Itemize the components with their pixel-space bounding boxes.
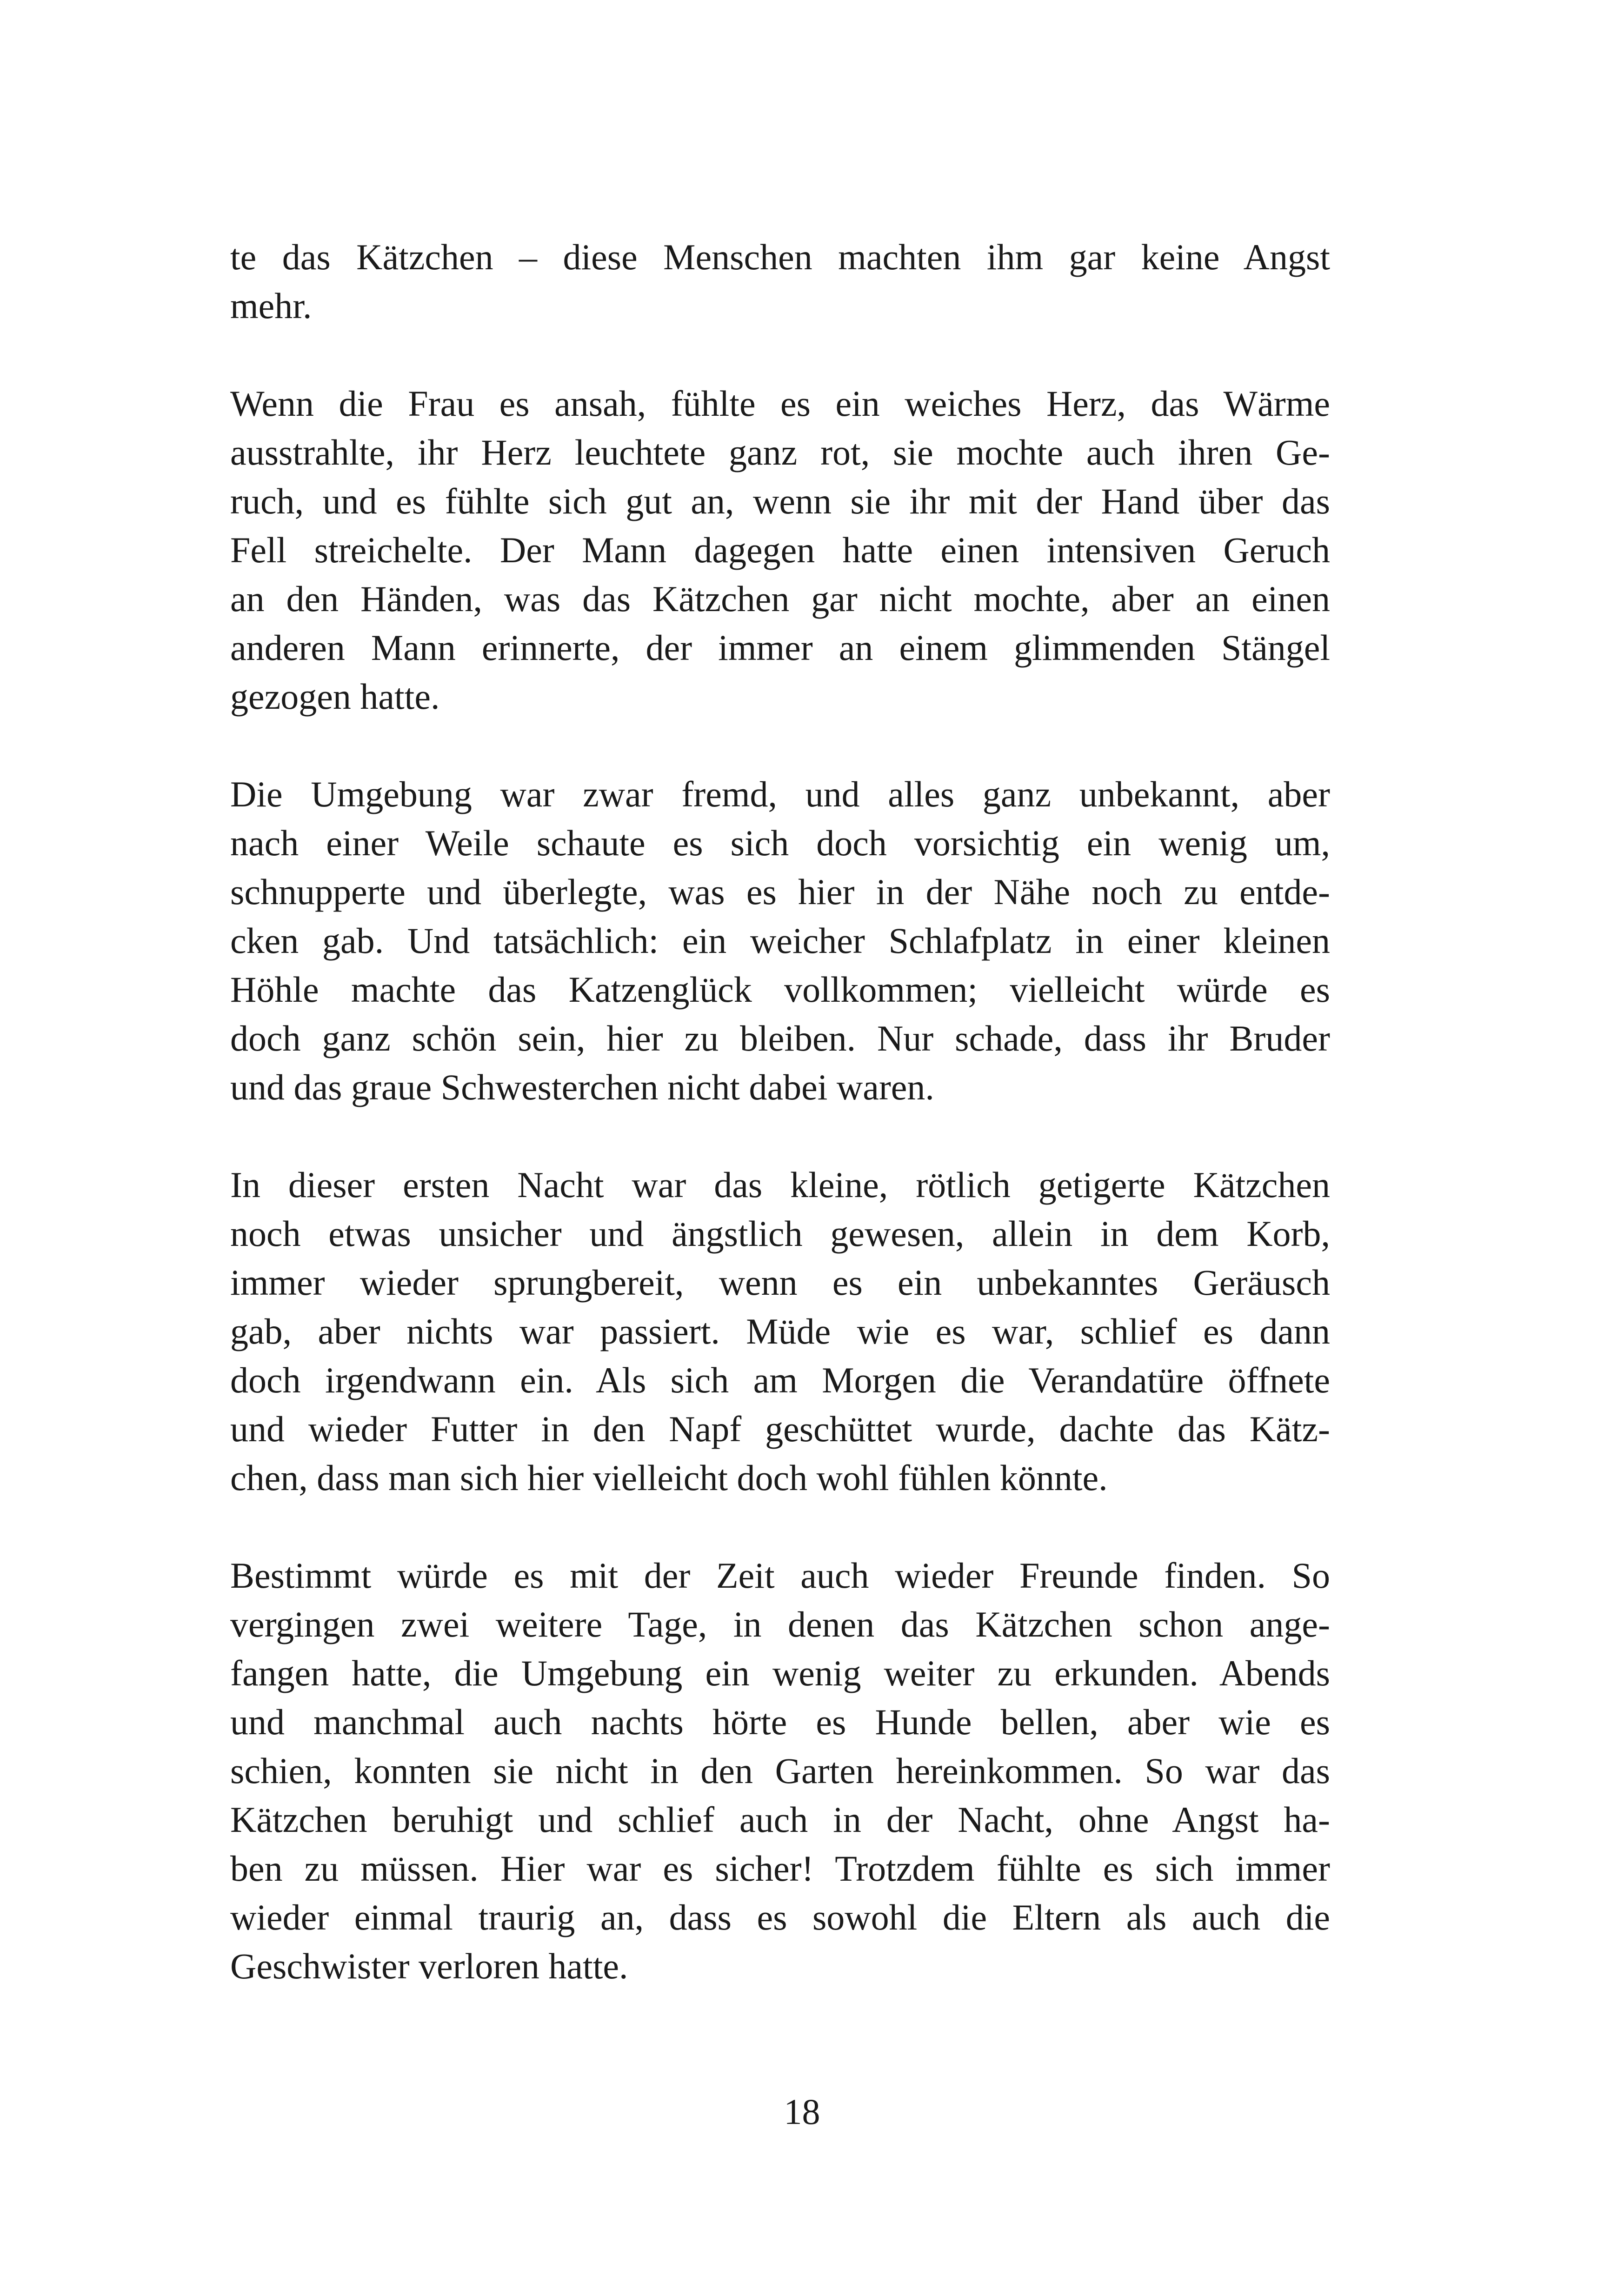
text-line: cken gab. Und tatsächlich: ein weicher Schlafplatz in einer kleinen <box>230 920 1330 961</box>
text-line: und wieder Futter in den Napf geschüttet wurde, dachte das Kätz- <box>230 1409 1330 1449</box>
paragraph <box>230 379 1330 721</box>
text-line: mehr. <box>230 286 312 326</box>
text-line: Höhle machte das Katzenglück vollkommen; vielleicht würde es <box>230 969 1330 1010</box>
text-line: In dieser ersten Nacht war das kleine, rötlich getigerte Kätzchen <box>230 1165 1330 1205</box>
paragraph <box>230 1160 1330 1502</box>
text-line: schnupperte und überlegte, was es hier in der Nähe noch zu entde- <box>230 872 1330 912</box>
text-line: Kätzchen beruhigt und schlief auch in der Nacht, ohne Angst ha- <box>230 1799 1330 1840</box>
text-line: Bestimmt würde es mit der Zeit auch wieder Freunde finden. So <box>230 1555 1330 1596</box>
body-text <box>230 233 1330 2039</box>
text-line: ausstrahlte, ihr Herz leuchtete ganz rot, sie mochte auch ihren Ge- <box>230 432 1330 473</box>
text-line: Fell streichelte. Der Mann dagegen hatte einen intensiven Geruch <box>230 530 1330 570</box>
text-line: fangen hatte, die Umgebung ein wenig weiter zu erkunden. Abends <box>230 1653 1330 1693</box>
text-line: Wenn die Frau es ansah, fühlte es ein weiches Herz, das Wärme <box>230 383 1330 424</box>
text-line: noch etwas unsicher und ängstlich gewesen, allein in dem Korb, <box>230 1213 1330 1254</box>
text-line: schien, konnten sie nicht in den Garten hereinkommen. So war das <box>230 1750 1330 1791</box>
text-line: und manchmal auch nachts hörte es Hunde bellen, aber wie es <box>230 1702 1330 1742</box>
text-line: anderen Mann erinnerte, der immer an einem glimmenden Stängel <box>230 627 1330 668</box>
text-line: gezogen hatte. <box>230 676 440 717</box>
text-line: nach einer Weile schaute es sich doch vorsichtig ein wenig um, <box>230 823 1330 863</box>
text-line: doch irgendwann ein. Als sich am Morgen die Verandatüre öffnete <box>230 1360 1330 1400</box>
text-line: Geschwister verloren hatte. <box>230 1946 628 1986</box>
paragraph <box>230 233 1330 330</box>
text-line: ruch, und es fühlte sich gut an, wenn sie ihr mit der Hand über das <box>230 481 1330 521</box>
text-line: Die Umgebung war zwar fremd, und alles ganz unbekannt, aber <box>230 774 1330 814</box>
page-number: 18 <box>784 2091 820 2132</box>
text-line: an den Händen, was das Kätzchen gar nicht mochte, aber an einen <box>230 579 1330 619</box>
text-line: immer wieder sprungbereit, wenn es ein unbekanntes Geräusch <box>230 1262 1330 1303</box>
text-line: te das Kätzchen – diese Menschen machten ihm gar keine Angst <box>230 237 1330 277</box>
paragraph <box>230 1551 1330 1990</box>
text-line: chen, dass man sich hier vielleicht doch wohl fühlen könnte. <box>230 1457 1108 1498</box>
text-line: und das graue Schwesterchen nicht dabei waren. <box>230 1067 934 1107</box>
paragraph <box>230 770 1330 1111</box>
text-line: gab, aber nichts war passiert. Müde wie es war, schlief es dann <box>230 1311 1330 1351</box>
text-line: ben zu müssen. Hier war es sicher! Trotzdem fühlte es sich immer <box>230 1848 1330 1889</box>
text-line: doch ganz schön sein, hier zu bleiben. Nur schade, dass ihr Bruder <box>230 1018 1330 1058</box>
text-line: wieder einmal traurig an, dass es sowohl die Eltern als auch die <box>230 1897 1330 1937</box>
text-line: vergingen zwei weitere Tage, in denen das Kätzchen schon ange- <box>230 1604 1330 1644</box>
